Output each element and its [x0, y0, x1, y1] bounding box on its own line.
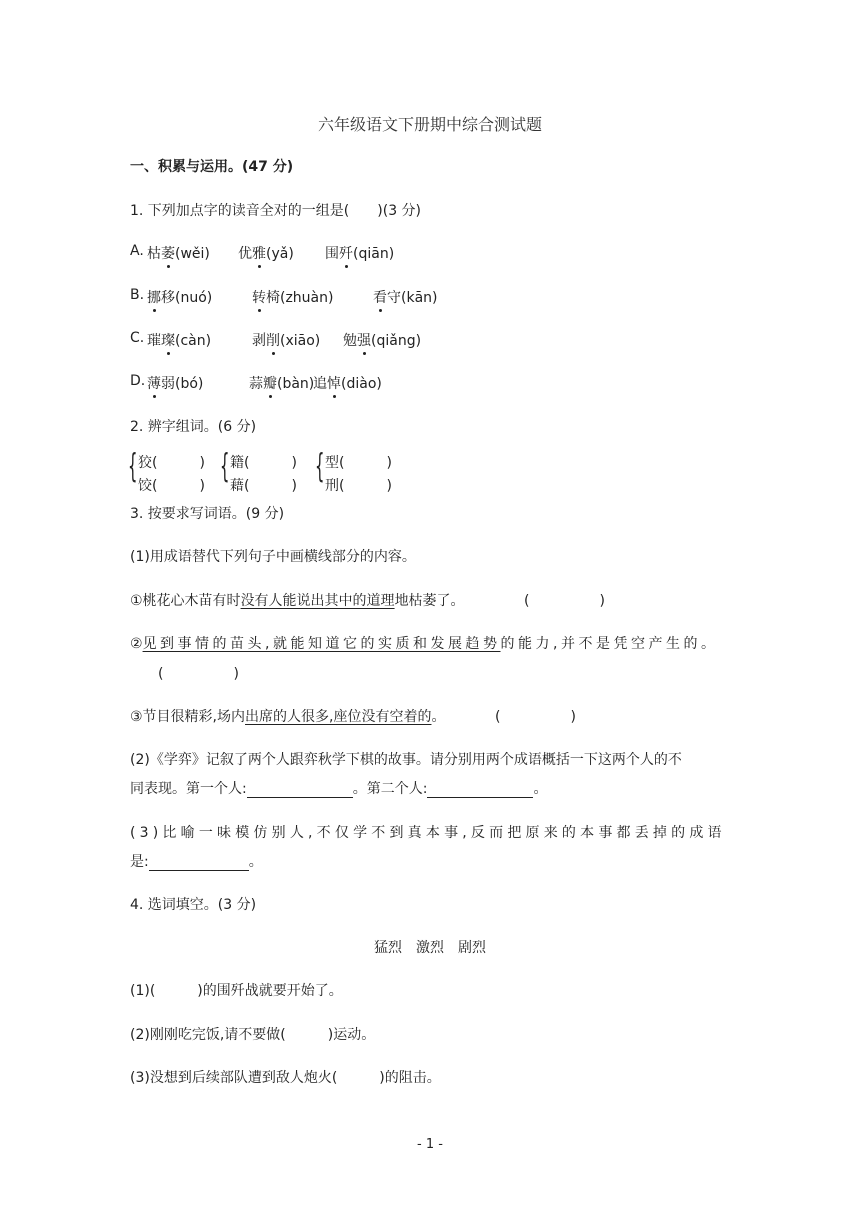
fill-item-1: (1)( )的围歼战就要开始了。 [130, 983, 343, 999]
char-pair-item: 饺( ) [138, 478, 205, 494]
option-word [147, 373, 203, 393]
dotted-char: 璨 [161, 330, 175, 350]
char-text: 优 [238, 246, 252, 262]
sentence-text: 。第二个人: [352, 781, 428, 797]
dotted-char: 悼 [327, 373, 341, 393]
pinyin-text: (càn) [175, 333, 212, 349]
char-text: 枯 [147, 246, 161, 262]
option-label: C. [130, 330, 145, 346]
option-word [373, 287, 437, 307]
pinyin-text: (wěi) [175, 246, 210, 262]
char-pair-item: 狡( ) [138, 455, 205, 471]
sentence-text: ①桃花心木苗有时 [130, 593, 241, 609]
pinyin-text: (qiǎng) [371, 333, 422, 349]
option-word [249, 373, 314, 393]
option-word [238, 243, 294, 263]
dotted-char: 强 [357, 330, 371, 350]
option-word [147, 243, 210, 263]
question-3-part-3-line-2 [130, 851, 263, 871]
option-label: A. [130, 243, 144, 259]
sentence-text: 。 [533, 781, 548, 797]
sentence-text: 。 [248, 854, 263, 870]
char-text: 椅 [266, 290, 280, 306]
fill-item-2: (2)刚刚吃完饭,请不要做( )运动。 [130, 1027, 376, 1043]
pinyin-text: (diào) [341, 376, 382, 392]
question-3-part-1-intro: (1)用成语替代下列句子中画横线部分的内容。 [130, 549, 416, 565]
char-pair-item: 刑( ) [325, 478, 392, 494]
sentence-2 [130, 633, 718, 653]
pinyin-text: (kān) [401, 290, 438, 306]
char-pair-item: 型( ) [325, 455, 392, 471]
fill-blank [149, 856, 249, 871]
answer-paren: ( ) [158, 666, 239, 682]
dotted-char: 萎 [161, 243, 175, 263]
section-heading: 一、积累与运用。(47 分) [130, 159, 294, 175]
pinyin-text: (bàn) [277, 376, 315, 392]
question-3-part-2-line-2 [130, 778, 547, 798]
brace-icon: { [220, 446, 230, 485]
word-choices: 猛烈 激烈 剧烈 [374, 940, 486, 956]
dotted-char: 削 [266, 330, 280, 350]
brace-icon: { [315, 446, 325, 485]
char-text: 蒜 [249, 376, 263, 392]
sentence-text: ② [130, 636, 143, 652]
dotted-char: 薄 [147, 373, 161, 393]
dotted-char: 看 [373, 287, 387, 307]
pinyin-text: (yǎ) [266, 246, 294, 262]
dotted-char: 挪 [147, 287, 161, 307]
brace-icon: { [128, 446, 138, 485]
dotted-char: 歼 [339, 243, 353, 263]
pinyin-text: (bó) [175, 376, 204, 392]
pinyin-text: (qiān) [353, 246, 395, 262]
char-pair-item: 籍( ) [230, 455, 297, 471]
answer-paren: ( ) [495, 709, 576, 725]
option-label: B. [130, 287, 145, 303]
sentence-text: 是: [130, 854, 149, 870]
char-text: 璀 [147, 333, 161, 349]
char-text: 剥 [252, 333, 266, 349]
char-text: 弱 [161, 376, 175, 392]
question-3-part-3-line-1 [130, 822, 726, 842]
char-text: 勉 [343, 333, 357, 349]
char-text: 追 [313, 376, 327, 392]
sentence-text: 同表现。第一个人: [130, 781, 247, 797]
question-3-part-2-line-1: (2)《学弈》记叙了两个人跟弈秋学下棋的故事。请分别用两个成语概括一下这两个人的不 [130, 752, 682, 768]
underlined-phrase: 见到事情的苗头,就能知道它的实质和发展趋势 [142, 636, 501, 652]
char-text: 移 [161, 290, 175, 306]
pinyin-text: (nuó) [175, 290, 213, 306]
underlined-phrase: 出席的人很多,座位没有空着的 [245, 709, 432, 725]
sentence-text: ③节目很精彩,场内 [130, 709, 246, 725]
pinyin-text: (xiāo) [280, 333, 321, 349]
page-title: 六年级语文下册期中综合测试题 [317, 115, 542, 134]
dotted-char: 瓣 [263, 373, 277, 393]
option-word [313, 373, 382, 393]
option-word [252, 287, 333, 307]
sentence-1 [130, 590, 465, 610]
option-word [147, 330, 211, 350]
pinyin-text: (zhuàn) [280, 290, 334, 306]
sentence-text: 地枯萎了。 [394, 593, 465, 609]
sentence-3 [130, 706, 445, 726]
fill-blank [247, 783, 353, 798]
question-2-stem: 2. 辨字组词。(6 分) [130, 419, 257, 435]
question-1-stem: 1. 下列加点字的读音全对的一组是( )(3 分) [130, 203, 422, 219]
char-text: 守 [387, 290, 401, 306]
option-word [325, 243, 394, 263]
page-number: - 1 - [417, 1137, 443, 1152]
fill-blank [427, 783, 533, 798]
sentence-text: (3)比喻一味模仿别人,不仅学不到真本事,反而把原来的本事都丢掉的成语 [130, 825, 726, 841]
underlined-phrase: 没有人能说出其中的道理 [240, 593, 395, 609]
option-label: D. [130, 373, 146, 389]
fill-item-3: (3)没想到后续部队遭到敌人炮火( )的阻击。 [130, 1070, 441, 1086]
question-3-stem: 3. 按要求写词语。(9 分) [130, 506, 285, 522]
option-word [343, 330, 421, 350]
char-text: 围 [325, 246, 339, 262]
question-4-stem: 4. 选词填空。(3 分) [130, 897, 257, 913]
char-pair-item: 藉( ) [230, 478, 297, 494]
option-word [147, 287, 212, 307]
dotted-char: 雅 [252, 243, 266, 263]
dotted-char: 转 [252, 287, 266, 307]
option-word [252, 330, 320, 350]
sentence-text: 。 [431, 709, 446, 725]
answer-paren: ( ) [524, 593, 605, 609]
sentence-text: 的能力,并不是凭空产生的。 [500, 636, 719, 652]
